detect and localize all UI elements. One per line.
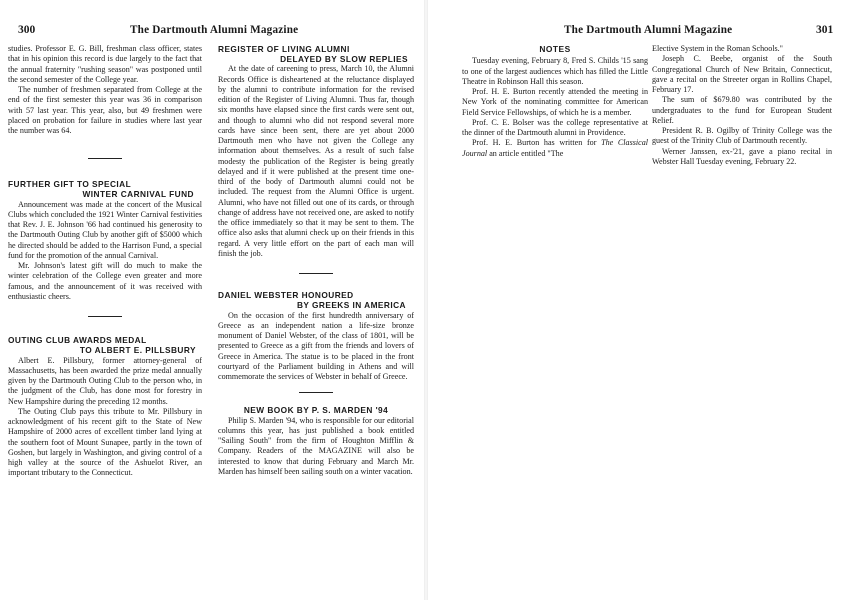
medal-heading-line-1: OUTING CLUB AWARDS MEDAL xyxy=(8,335,147,346)
right-column-2 xyxy=(652,44,832,167)
running-header-left: The Dartmouth Alumni Magazine xyxy=(130,24,299,36)
page-number-right: 301 xyxy=(816,24,834,36)
note-8: Werner Janssen, ex-'21, gave a piano recital in Webster Hall Tuesday evening, February 22. xyxy=(652,146,832,166)
section-divider xyxy=(299,392,333,393)
freshmen-paragraph-2: The number of freshmen separated from College at the end of the first semester this year was 36 in comparison with 57 last year. This year, also, but 49 freshmen were placed on probation for failure in studies where last year the number was 64. xyxy=(8,85,202,135)
webster-heading xyxy=(218,290,414,310)
note-4-end: an article entitled "The xyxy=(489,148,564,158)
medal-paragraph-2: The Outing Club pays this tribute to Mr. Pillsbury in acknowledgment of his recent gift to the State of New Hampshire of 2000 acres of excellent timber land lying at the southern foot of Mount Sunapee, partly in the town of Goshen, but largely in Washington, and giving control of a high valley at the source of the Ashuelot River, an important tributary to the Connecticut. xyxy=(8,406,202,478)
register-heading-line-2: DELAYED BY SLOW REPLIES xyxy=(280,54,408,65)
register-paragraph: At the date of careening to press, March 10, the Alumni Records Office is disheartened at the reluctance displayed by the alumni to contribute information for the revised edition of the Register of Living Alumni. Thus far, though six months have elapsed since the first cards were sent out, and though to alumni who did not respond several more cards have since been sent, there are yet about 2000 Dartmouth men who have not given the College any information about themselves. As a result of such false modesty the publication of the Register is being greatly delayed and if it were published at the present time one-third of the body of Dartmouth alumni could not be included. The request from the Alumni Office is urgent. Alumni, who have not filled out one of its cards, or through change of address have not received one, are asked to notify the office immediately so that it may be sent to them. The office also asks that alumni check up on their friends in this regard. A very little effort on the part of each man will finish the job. xyxy=(218,64,414,258)
left-column-2 xyxy=(218,44,414,477)
gift-paragraph-2: Mr. Johnson's latest gift will do much to make the winter celebration of the College even greater and more famous, and the announcement of it was received with enthusiastic cheers. xyxy=(8,261,202,301)
gift-heading-line-2: WINTER CARNIVAL FUND xyxy=(82,189,194,200)
note-2: Prof. H. E. Burton recently attended the meeting in New York of the nominating committee for American Field Service Fellowships, of which he is a member. xyxy=(462,87,648,117)
webster-paragraph: On the occasion of the first hundredth anniversary of Greece as an independent nation a life-size bronze monument of Daniel Webster, of the class of 1801, will be presented to Greece as a gift from the friends and lovers of Greece in America. The statue is to be placed in the front courtyard of the Parliament building in Athens and will commemorate the services of Webster in behalf of Greece. xyxy=(218,310,414,382)
note-4-journal: The Classical Journal xyxy=(462,138,649,158)
note-4 xyxy=(462,138,648,159)
note-7: President R. B. Ogilby of Trinity College was the guest of the Trinity Club of Dartmouth recently. xyxy=(652,126,832,146)
section-divider xyxy=(299,273,333,274)
medal-heading xyxy=(8,335,202,355)
right-column-1 xyxy=(462,44,648,159)
book-paragraph: Philip S. Marden '94, who is responsible for our editorial columns this year, has just published a book entitled "Sailing South" from the firm of Houghton Mifflin & Company. Readers of the MAGAZINE will also be interested to know that during February and March Mr. Marden has himself been sailing south on a winter vacation. xyxy=(218,415,414,476)
medal-heading-line-2: TO ALBERT E. PILLSBURY xyxy=(79,345,196,356)
section-divider xyxy=(88,158,122,159)
note-3: Prof. C. E. Bolser was the college representative at the dinner of the Dartmouth alumni in Providence. xyxy=(462,117,648,137)
note-5: Joseph C. Beebe, organist of the South Congregational Church of New Britain, Connecticut, gave a recital on the Streeter organ in Rollins Chapel, February 17. xyxy=(652,54,832,94)
freshmen-paragraph-1: studies. Professor E. G. Bill, freshman class officer, states that in his opinion this record is due largely to the fact that the annual fraternity "rushing season" was postponed until the second semester of the College year. xyxy=(8,44,202,84)
note-6: The sum of $679.80 was contributed by the undergraduates to the fund for European Student Relief. xyxy=(652,95,832,125)
register-heading-line-1: REGISTER OF LIVING ALUMNI xyxy=(218,44,350,54)
note-4-text: Prof. H. E. Burton has written for xyxy=(472,138,597,148)
book-heading: NEW BOOK BY P. S. MARDEN '94 xyxy=(243,405,389,416)
running-header-right: The Dartmouth Alumni Magazine xyxy=(564,24,733,36)
webster-heading-line-2: BY GREEKS IN AMERICA xyxy=(296,300,406,311)
section-divider xyxy=(88,316,122,317)
note-4-continued: Elective System in the Roman Schools." xyxy=(652,44,783,53)
right-page xyxy=(426,0,852,600)
webster-heading-line-1: DANIEL WEBSTER HONOURED xyxy=(218,290,354,301)
register-heading xyxy=(218,44,414,64)
left-column-1 xyxy=(8,44,202,479)
notes-title: NOTES xyxy=(539,44,571,54)
page-number-left: 300 xyxy=(18,24,36,36)
medal-paragraph-1: Albert E. Pillsbury, former attorney-general of Massachusetts, has been awarded the prize medal annually given by the Dartmouth Outing Club to the person who, in the judgment of the Club, has done most for forestry in New Hampshire during the preceding 12 months. xyxy=(8,355,202,406)
gift-paragraph-1: Announcement was made at the concert of the Musical Clubs which concluded the 1921 Winter Carnival festivities that Rev. J. E. Johnson '66 had continued his generosity to the Dartmouth Outing Club by another gift of $5000 which he directed should be added to the Harrison Fund, a special fund for the promotion of the annual Carnival. xyxy=(8,199,202,260)
gift-heading xyxy=(8,179,202,199)
gift-heading-line-1: FURTHER GIFT TO SPECIAL xyxy=(8,179,132,190)
note-1: Tuesday evening, February 8, Fred S. Childs '15 sang to one of the largest audiences which has filled the Little Theatre in Robinson Hall this season. xyxy=(462,56,648,86)
